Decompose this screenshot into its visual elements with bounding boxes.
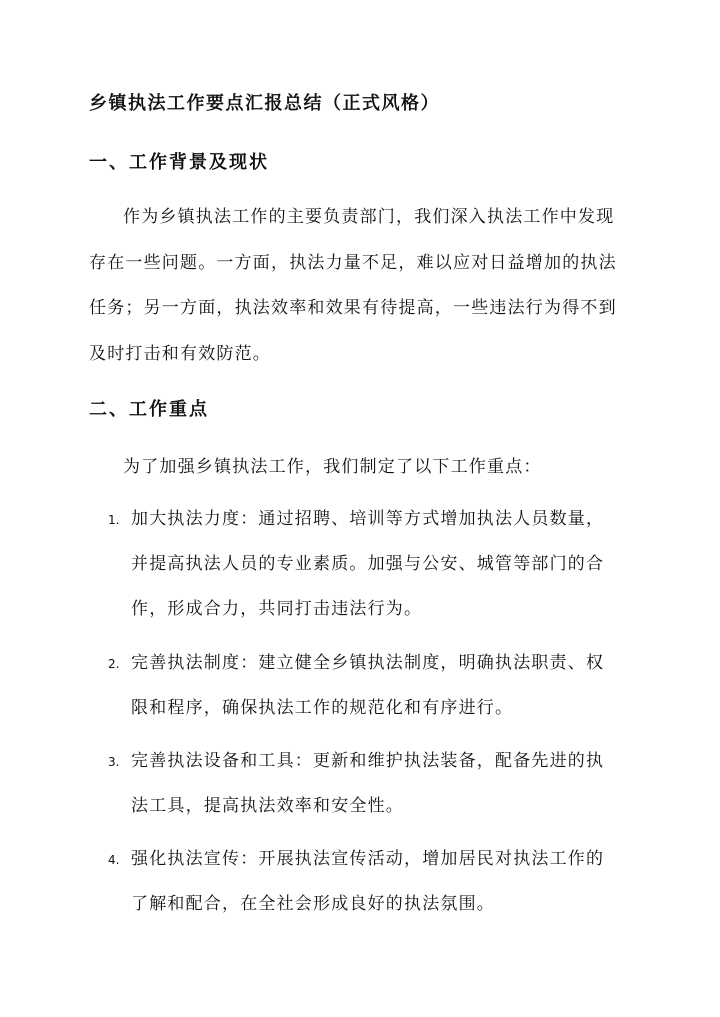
list-item-line: 作，形成合力，共同打击违法行为。 (131, 599, 423, 619)
list-item-line: 加大执法力度：通过招聘、培训等方式增加执法人员数量， (131, 509, 605, 529)
list-item-line: 法工具，提高执法效率和安全性。 (131, 796, 404, 816)
list-item (108, 847, 628, 937)
document-title: 乡镇执法工作要点汇报总结（正式风格） (89, 93, 440, 114)
list-item-line: 完善执法制度：建立健全乡镇执法制度，明确执法职责、权 (131, 653, 605, 673)
paragraph-line: 任务；另一方面，执法效率和效果有待提高，一些违法行为得不到 (89, 298, 617, 318)
background-paragraph (89, 205, 634, 387)
list-item-line: 了解和配合，在全社会形成良好的执法氛围。 (131, 894, 495, 914)
list-item (108, 507, 628, 642)
list-item-number: 4. (108, 853, 120, 867)
list-item-number: 3. (108, 755, 120, 769)
section-heading-key-points: 二、工作重点 (89, 399, 209, 420)
list-item (108, 749, 628, 839)
paragraph-line: 存在一些问题。一方面，执法力量不足，难以应对日益增加的执法 (89, 252, 617, 273)
paragraph-line: 作为乡镇执法工作的主要负责部门，我们深入执法工作中发现 (123, 207, 615, 227)
list-item (108, 651, 628, 741)
key-points-intro: 为了加强乡镇执法工作，我们制定了以下工作重点： (123, 457, 542, 477)
section-heading-background: 一、工作背景及现状 (89, 152, 269, 173)
list-item-line: 限和程序，确保执法工作的规范化和有序进行。 (131, 698, 514, 718)
paragraph-line: 及时打击和有效防范。 (89, 343, 271, 364)
list-item-line: 强化执法宣传：开展执法宣传活动，增加居民对执法工作的 (131, 849, 605, 869)
list-item-line: 完善执法设备和工具：更新和维护执法装备，配备先进的执 (131, 751, 605, 771)
list-item-line: 并提高执法人员的专业素质。加强与公安、城管等部门的合 (131, 554, 605, 574)
list-item-number: 1. (108, 513, 120, 527)
list-item-number: 2. (108, 657, 120, 671)
